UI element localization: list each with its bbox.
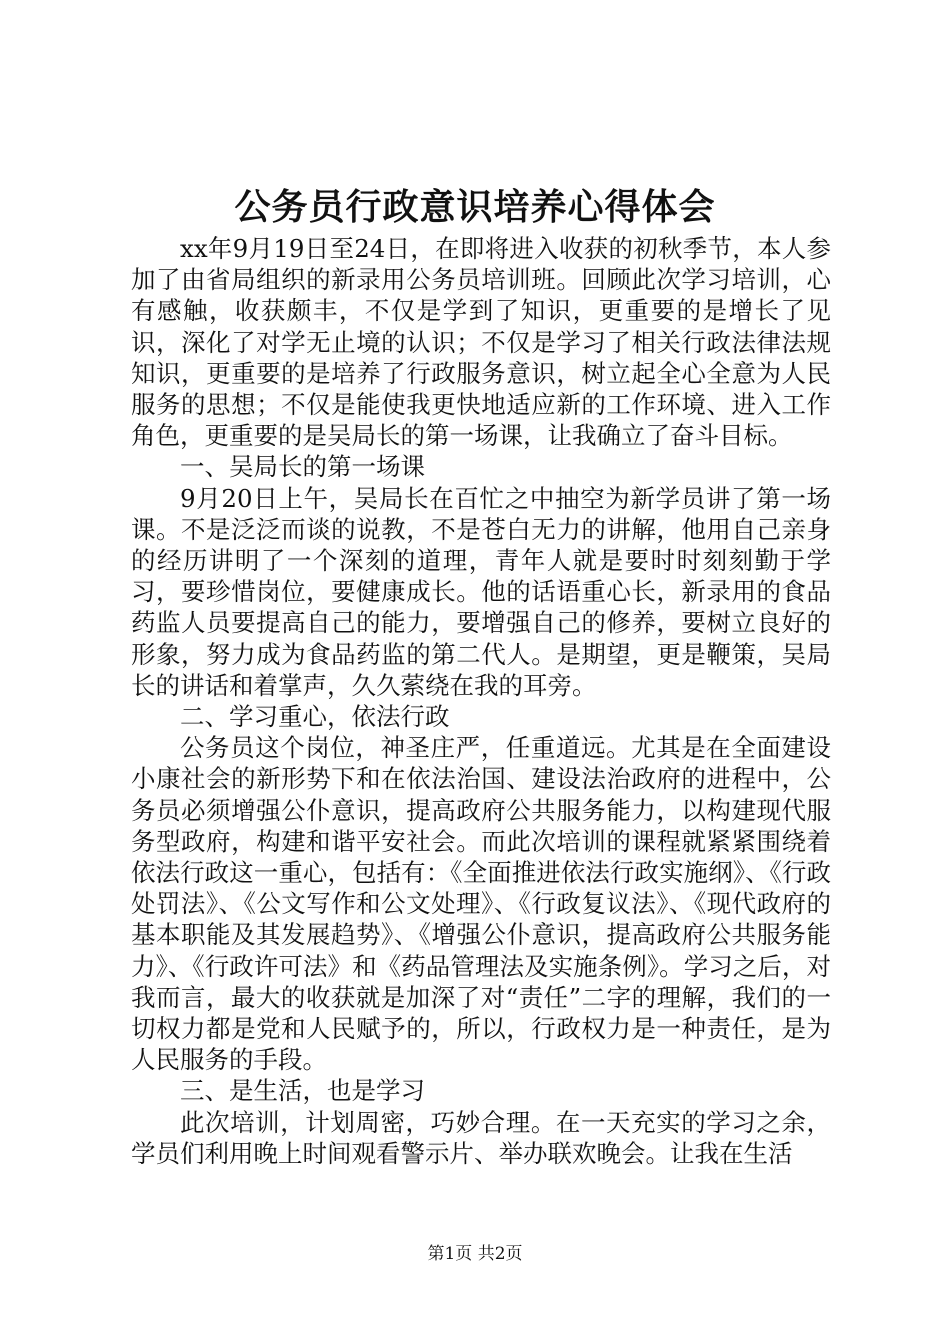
section-heading: 一、吴局长的第一场课	[180, 452, 425, 482]
page-footer: 第1页 共2页	[427, 1244, 523, 1264]
document-body	[131, 233, 831, 1169]
document-title: 公务员行政意识培养心得体会	[234, 187, 716, 228]
section-heading: 二、学习重心，依法行政	[180, 702, 450, 732]
section-heading: 三、是生活，也是学习	[180, 1076, 425, 1106]
paragraph: xx年9月19日至24日，在即将进入收获的初秋季节，本人参加了由省局组织的新录用公务员培训班。回顾此次学习培训，心有感触，收获颇丰，不仅是学到了知识，更重要的是增长了见识，深化了对学无止境的认识；不仅是学习了相关行政法律法规知识，更重要的是培养了行政服务意识，树立起全心全意为人民服务的思想；不仅是能使我更快地适应新的工作环境、进入工作角色，更重要的是吴局长的第一场课，让我确立了奋斗目标。	[131, 234, 831, 451]
paragraph: 9月20日上午，吴局长在百忙之中抽空为新学员讲了第一场课。不是泛泛而谈的说教，不是苍白无力的讲解，他用自己亲身的经历讲明了一个深刻的道理，青年人就是要时时刻刻勤于学习，要珍惜岗位，要健康成长。他的话语重心长，新录用的食品药监人员要提高自己的能力，要增强自己的修养，要树立良好的形象，努力成为食品药监的第二代人。是期望，更是鞭策，吴局长的讲话和着掌声，久久萦绕在我的耳旁。	[131, 483, 831, 700]
paragraph: 公务员这个岗位，神圣庄严，任重道远。尤其是在全面建设小康社会的新形势下和在依法治国、建设法治政府的进程中，公务员必须增强公仆意识，提高政府公共服务能力，以构建现代服务型政府，构建和谐平安社会。而此次培训的课程就紧紧围绕着依法行政这一重心，包括有：《全面推进依法行政实施纲》、《行政处罚法》、《公文写作和公文处理》、《行政复议法》、《现代政府的基本职能及其发展趋势》、《增强公仆意识，提高政府公共服务能力》、《行政许可法》和《药品管理法及实施条例》。学习之后，对我而言，最大的收获就是加深了对“责任”二字的理解，我们的一切权力都是党和人民赋予的，所以，行政权力是一种责任，是为人民服务的手段。	[131, 733, 831, 1075]
paragraph: 此次培训，计划周密，巧妙合理。在一天充实的学习之余，学员们利用晚上时间观看警示片、举办联欢晚会。让我在生活	[131, 1107, 831, 1168]
